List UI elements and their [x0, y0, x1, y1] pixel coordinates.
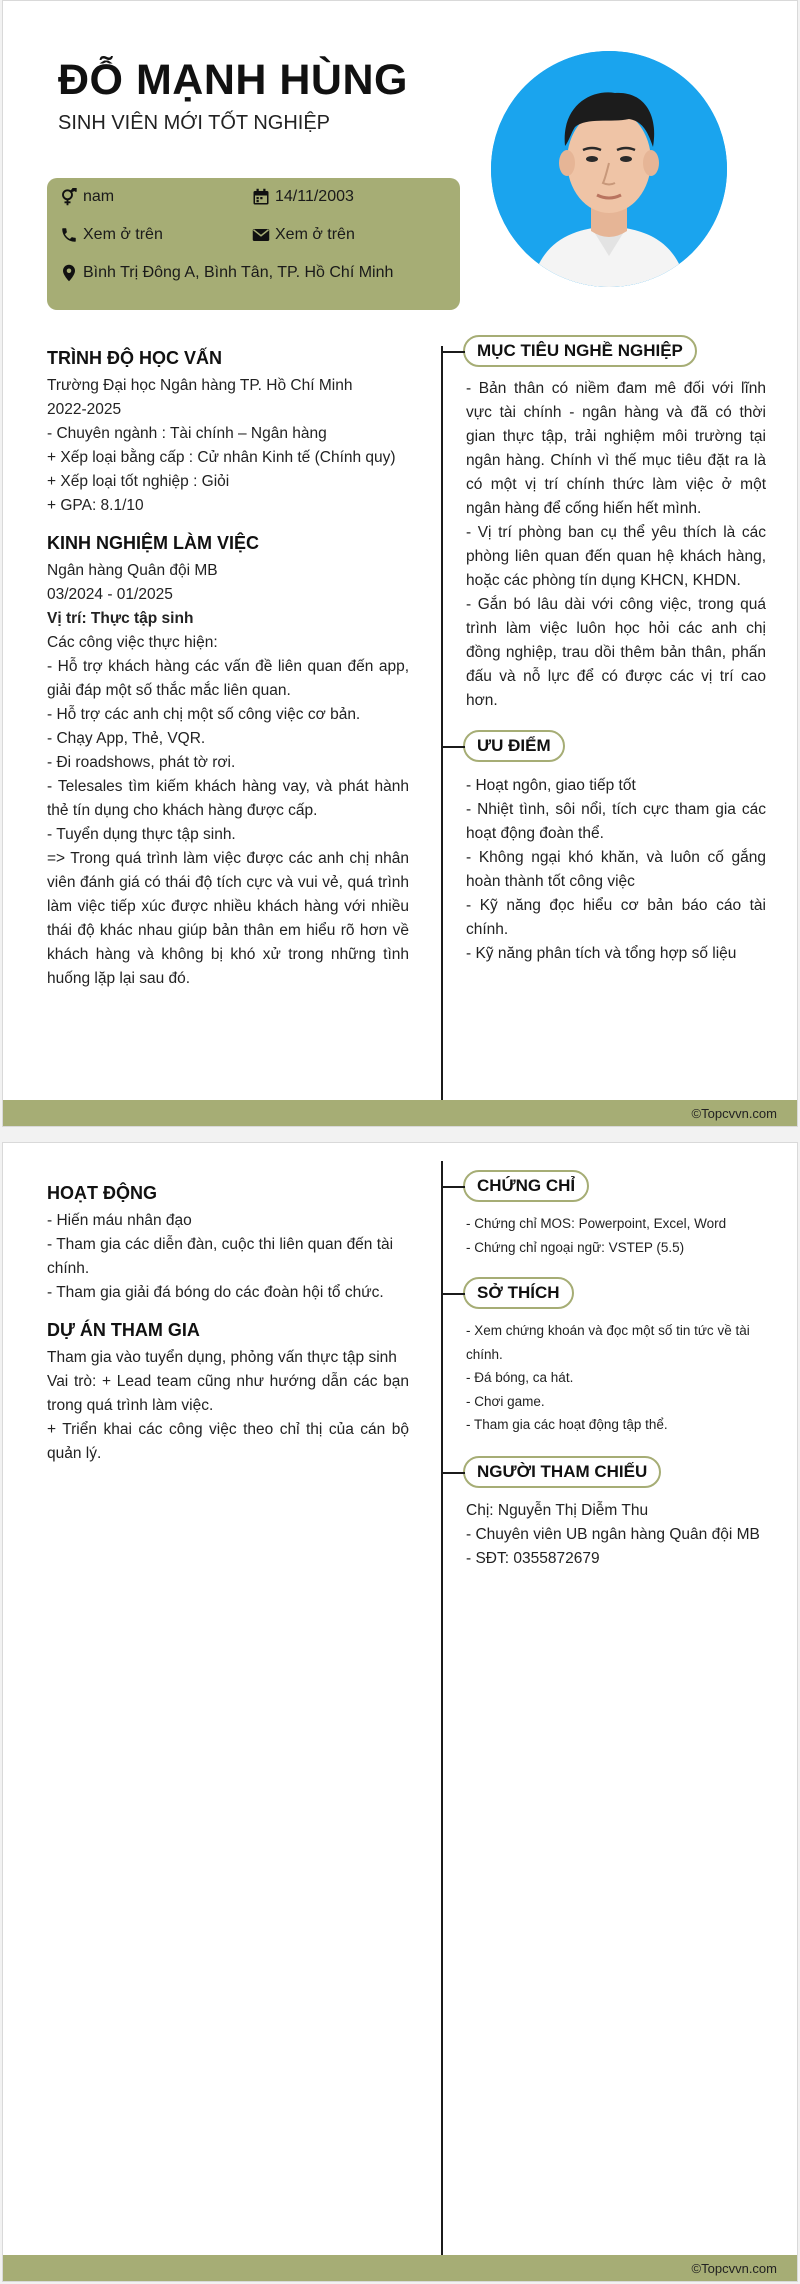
location-pin-icon — [60, 264, 78, 282]
cv-page-1 — [2, 0, 798, 1127]
gender-row — [60, 188, 114, 206]
experience-line: - Đi roadshows, phát tờ rơi. — [47, 754, 236, 771]
strengths-content — [466, 774, 766, 966]
gender-icon — [60, 188, 78, 206]
certificates-heading: CHỨNG CHỈ — [463, 1170, 589, 1202]
education-line: Trường Đại học Ngân hàng TP. Hồ Chí Minh — [47, 377, 353, 394]
experience-line: - Hỗ trợ khách hàng các vấn đề liên quan đến app, giải đáp một số thắc mắc liên quan. — [47, 658, 409, 699]
contact-info-box — [47, 178, 460, 310]
projects-content — [47, 1346, 409, 1466]
education-content — [47, 374, 417, 518]
education-line: + Xếp loại tốt nghiệp : Giỏi — [47, 473, 230, 490]
address-value: Bình Trị Đông A, Bình Tân, TP. Hồ Chí Minh — [83, 264, 394, 281]
calendar-icon — [252, 188, 270, 206]
timeline-line — [441, 1161, 443, 2259]
footer-brand: ©Topcvvn.com — [691, 1105, 777, 1121]
experience-line: - Hỗ trợ các anh chị một số công việc cơ bản. — [47, 706, 361, 723]
objective-heading: MỤC TIÊU NGHỀ NGHIỆP — [463, 335, 697, 367]
objective-line: - Vị trí phòng ban cụ thể yêu thích là các phòng liên quan đến quan hệ khách hàng, hoặc các phòng tín dụng KHCN, KHDN. — [466, 524, 766, 589]
experience-line: => Trong quá trình làm việc được các anh chị nhân viên đánh giá có thái độ tích cực và vui vẻ, quá trình làm việc tiếp xúc được nhiều khách hàng với nhiều thái độ khác nhau giúp bản thân em hiểu rõ hơn về khách hàng và không bị khó xử trong những tình huống lặp lại sau đó. — [47, 850, 409, 987]
strength-line: - Nhiệt tình, sôi nổi, tích cực tham gia các hoạt động đoàn thể. — [466, 801, 766, 842]
activities-content — [47, 1209, 409, 1305]
experience-line: Các công việc thực hiện: — [47, 634, 218, 651]
footer-brand: ©Topcvvn.com — [691, 2260, 777, 2276]
activity-line: - Tham gia giải đá bóng do các đoàn hội tổ chức. — [47, 1284, 384, 1301]
birthday-value: 14/11/2003 — [275, 188, 354, 205]
objective-line: - Gắn bó lâu dài với công việc, trong quá trình làm việc luôn học hỏi các anh chị đồng nghiệp, trau dồi thêm bản thân, phấn đấu và nỗ lực để có được các vị trí cao hơn. — [466, 596, 766, 709]
project-line: Vai trò: + Lead team cũng như hướng dẫn các bạn trong quá trình làm việc. — [47, 1373, 409, 1414]
address-row — [60, 264, 393, 282]
page-footer — [3, 1100, 797, 1126]
project-line: Tham gia vào tuyển dụng, phỏng vấn thực tập sinh — [47, 1349, 397, 1366]
hobbies-content — [466, 1319, 771, 1437]
portrait-image — [491, 51, 727, 287]
experience-line: - Tuyển dụng thực tập sinh. — [47, 826, 236, 843]
strength-line: - Hoạt ngôn, giao tiếp tốt — [466, 777, 636, 794]
strength-line: - Kỹ năng đọc hiểu cơ bản báo cáo tài chính. — [466, 897, 766, 938]
education-line: + GPA: 8.1/10 — [47, 497, 144, 514]
hobby-line: - Chơi game. — [466, 1393, 545, 1409]
experience-heading: KINH NGHIỆM LÀM VIỆC — [47, 533, 260, 553]
gender-value: nam — [83, 188, 115, 205]
experience-line: - Chạy App, Thẻ, VQR. — [47, 730, 206, 747]
profile-photo — [491, 51, 727, 287]
page-footer — [3, 2255, 797, 2281]
candidate-name: ĐỖ MẠNH HÙNG — [58, 56, 408, 104]
references-content — [466, 1499, 771, 1571]
activity-line: - Tham gia các diễn đàn, cuộc thi liên quan đến tài chính. — [47, 1236, 394, 1277]
candidate-title: SINH VIÊN MỚI TỐT NGHIỆP — [58, 112, 331, 134]
phone-row — [60, 226, 163, 244]
experience-content — [47, 559, 409, 991]
certificates-content — [466, 1212, 771, 1259]
hobby-line: - Đá bóng, ca hát. — [466, 1370, 574, 1385]
education-line: 2022-2025 — [47, 401, 122, 418]
education-heading: TRÌNH ĐỘ HỌC VẤN — [47, 348, 222, 368]
activities-heading: HOẠT ĐỘNG — [47, 1183, 157, 1203]
hobbies-heading: SỞ THÍCH — [463, 1277, 574, 1309]
projects-heading: DỰ ÁN THAM GIA — [47, 1320, 200, 1340]
activity-line: - Hiến máu nhân đạo — [47, 1212, 192, 1229]
email-icon — [252, 226, 270, 244]
references-heading: NGƯỜI THAM CHIẾU — [463, 1456, 661, 1488]
experience-company: Ngân hàng Quân đội MB — [47, 562, 218, 579]
strengths-heading: ƯU ĐIỂM — [463, 730, 565, 762]
project-line: + Triển khai các công việc theo chỉ thị của cán bộ quản lý. — [47, 1421, 409, 1462]
experience-line: - Telesales tìm kiếm khách hàng vay, và phát hành thẻ tín dụng cho khách hàng được cấp. — [47, 778, 409, 819]
email-row — [252, 226, 355, 244]
education-line: - Chuyên ngành : Tài chính – Ngân hàng — [47, 425, 327, 442]
hobby-line: - Tham gia các hoạt động tập thể. — [466, 1417, 668, 1432]
phone-icon — [60, 226, 78, 244]
certificate-line: - Chứng chỉ ngoại ngữ: VSTEP (5.5) — [466, 1239, 685, 1255]
hobby-line: - Xem chứng khoán và đọc một số tin tức về tài chính. — [466, 1323, 750, 1362]
reference-line: Chị: Nguyễn Thị Diễm Thu — [466, 1502, 649, 1519]
objective-line: - Bản thân có niềm đam mê đối với lĩnh vực tài chính - ngân hàng và đã có thời gian thực tập, trải nghiệm môi trường tại ngân hàng. Chính vì thế mục tiêu đặt ra là có một vị trí chính thức làm việc ở một ngân hàng để cống hiến hết mình. — [466, 380, 766, 517]
timeline-line — [441, 346, 443, 1101]
email-value: Xem ở trên — [275, 226, 355, 243]
experience-position: Vị trí: Thực tập sinh — [47, 610, 194, 627]
certificate-line: - Chứng chỉ MOS: Powerpoint, Excel, Word — [466, 1216, 727, 1231]
objective-content — [466, 377, 766, 713]
cv-page-2 — [2, 1142, 798, 2282]
strength-line: - Kỹ năng phân tích và tổng hợp số liệu — [466, 945, 737, 962]
phone-value: Xem ở trên — [83, 226, 163, 243]
experience-period: 03/2024 - 01/2025 — [47, 586, 173, 603]
education-line: + Xếp loại bằng cấp : Cử nhân Kinh tế (Chính quy) — [47, 449, 396, 466]
reference-line: - SĐT: 0355872679 — [466, 1550, 600, 1567]
strength-line: - Không ngại khó khăn, và luôn cố gắng hoàn thành tốt công việc — [466, 849, 766, 890]
reference-line: - Chuyên viên UB ngân hàng Quân đội MB — [466, 1526, 760, 1543]
birthday-row — [252, 188, 354, 206]
